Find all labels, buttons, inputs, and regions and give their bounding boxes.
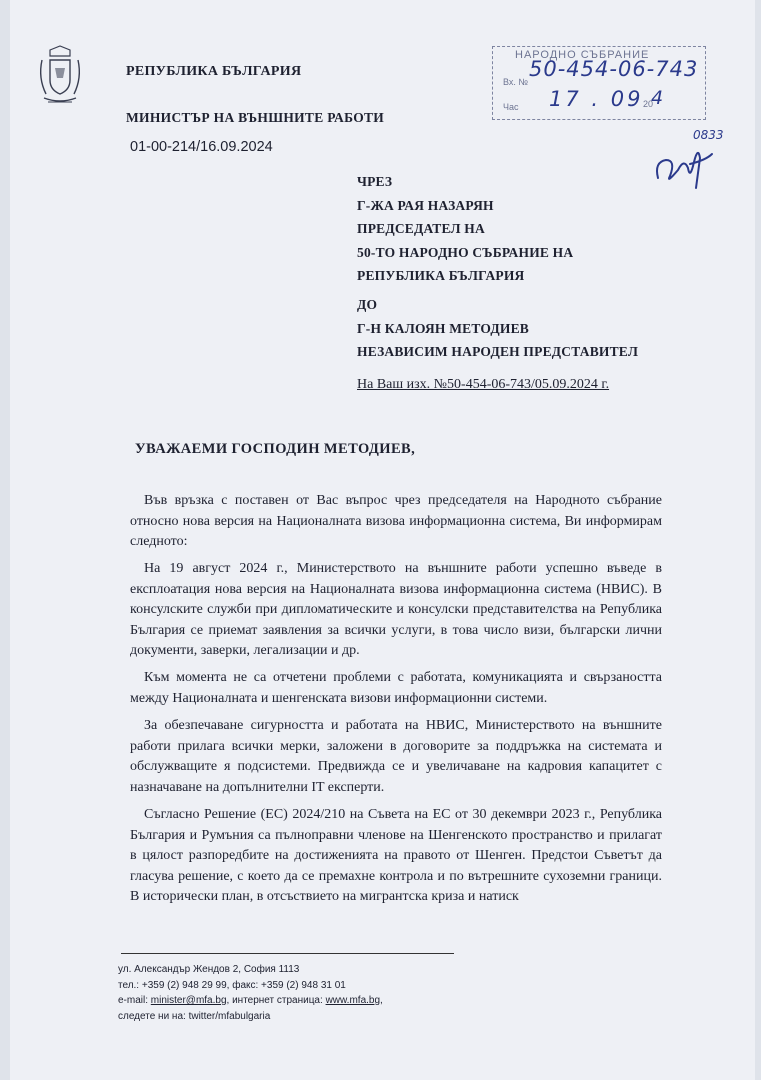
addressee-to-line: Г-Н КАЛОЯН МЕТОДИЕВ: [357, 320, 530, 336]
email-link[interactable]: minister@mfa.bg: [150, 995, 227, 1006]
minister-heading: МИНИСТЪР НА ВЪНШНИТЕ РАБОТИ: [126, 110, 385, 125]
addressee-to-line: ДО: [357, 297, 378, 312]
website-link[interactable]: www.mfa.bg: [325, 995, 381, 1006]
addressee-via-line: ПРЕДСЕДАТЕЛ НА: [357, 221, 485, 236]
addressee-to-block: [357, 293, 638, 364]
footer-phones: тел.: +359 (2) 948 29 99, факс: +359 (2) 948 31 01: [118, 979, 346, 991]
salutation: УВАЖАЕМИ ГОСПОДИН МЕТОДИЕВ,: [135, 441, 416, 457]
stamp-year-suffix: 4: [651, 87, 664, 109]
stamp-year-label: 20: [643, 99, 654, 109]
addressee-to-line: НЕЗАВИСИМ НАРОДЕН ПРЕДСТАВИТЕЛ: [357, 344, 639, 359]
body-paragraph: За обезпечаване сигурността и работата на НВИС, Министерството на външните работи прилага всички мерки, заложени в договорите за поддръжка на системата и обслужващите я подсистеми. Предвижда се и увеличаване на кадровия капацитет с назначаване на допълнителни IT експерти.: [130, 718, 662, 795]
addressee-via-line: РЕПУБЛИКА БЪЛГАРИЯ: [357, 268, 525, 283]
addressee-via-line: ЧРЕЗ: [357, 174, 393, 189]
footer-web-label: , интернет страница:: [226, 995, 326, 1006]
footer-email-label: e-mail:: [118, 995, 151, 1006]
footer-email-web-line: [118, 993, 383, 1009]
outgoing-number: 01-00-214/16.09.2024: [130, 139, 273, 155]
addressee-via-block: [357, 170, 573, 288]
body-paragraph: Съгласно Решение (ЕС) 2024/210 на Съвета на ЕС от 30 декември 2023 г., Република България и Румъния са пълноправни членове на Шенгенското пространство и прилагат в цялост разпоредбите на достиженията на правото от Шенген. Предстои Съветът да гласува решение, с което да се премахне контрола и по вътрешните сухоземни граници. В исторически план, в отсъствието на мигрантска криза и натиск: [130, 807, 662, 904]
handwritten-signature: [650, 140, 720, 190]
stamp-title: НАРОДНО СЪБРАНИЕ: [515, 49, 650, 61]
footer-divider: [121, 953, 454, 954]
stamp-time: 0833: [693, 128, 724, 142]
footer-address: ул. Александър Жендов 2, София 1113: [118, 964, 300, 975]
registration-stamp: [492, 46, 706, 120]
letter-page: [10, 0, 755, 1080]
stamp-vh-label: Вх. №: [503, 77, 529, 87]
body-paragraph: На 19 август 2024 г., Министерството на външните работи успешно въведе в експлоатация нова версия на Националната визова информационна система (НВИС). В консулските служби при дипломатическите и консулски представителства на Република България се приемат заявления за всички услуги, в това число визи, български лични документи, заверки, легализации и др.: [130, 561, 662, 658]
body-paragraph: Във връзка с поставен от Вас въпрос чрез председателя на Народното събрание относно нова версия на Националната визова информационна система, Ви информирам следното:: [130, 493, 662, 549]
reference-line: На Ваш изх. №50-454-06-743/05.09.2024 г.: [357, 377, 610, 392]
coat-of-arms-icon: [36, 44, 84, 108]
addressee-via-line: 50-ТО НАРОДНО СЪБРАНИЕ НА: [357, 244, 574, 260]
addressee-via-line: Г-ЖА РАЯ НАЗАРЯН: [357, 197, 494, 213]
stamp-reg-number: 50-454-06-743: [529, 57, 699, 81]
footer-web-suffix: ,: [380, 995, 383, 1006]
republic-heading: РЕПУБЛИКА БЪЛГАРИЯ: [126, 64, 302, 79]
stamp-date: 17 . 09: [549, 87, 644, 111]
body-paragraph: Към момента не са отчетени проблеми с работата, комуникацията и свързаността между Националната и шенгенската визови информационни системи.: [130, 670, 662, 706]
footer-contacts: [118, 962, 383, 1024]
stamp-time-label: Час: [503, 102, 519, 112]
footer-social: следете ни на: twitter/mfabulgaria: [118, 1010, 271, 1022]
